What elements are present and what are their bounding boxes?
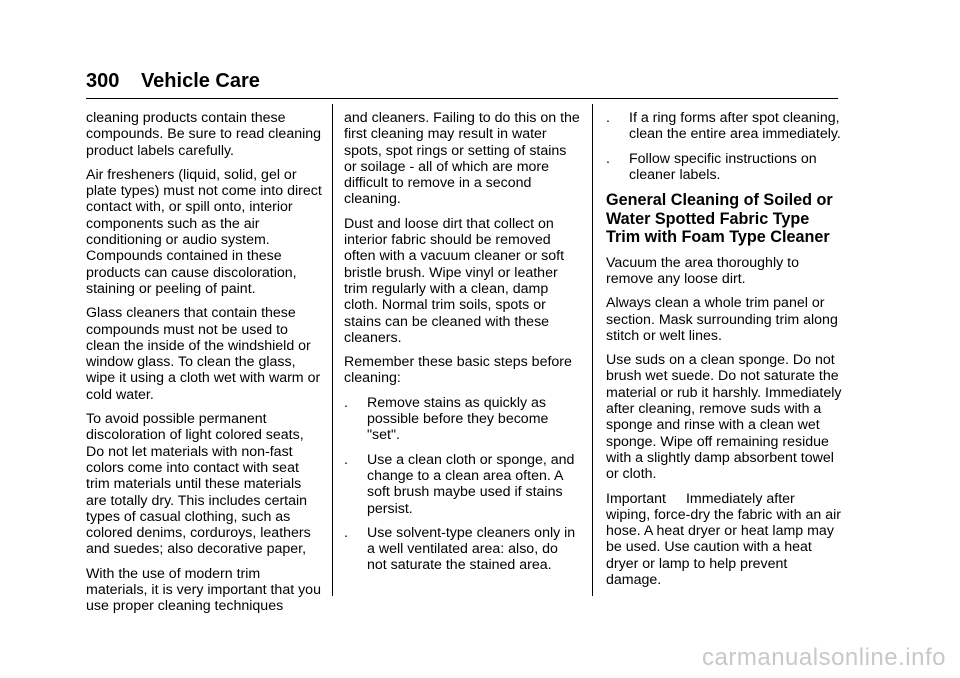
- paragraph: Dust and loose dirt that collect on interior fabric should be removed often with a vacuum cleaner or soft bristle brush. Wipe vinyl or leather trim regularly with a clean, damp cloth. Normal trim soils, spots or stains can be cleaned with these cleaners.: [344, 215, 565, 346]
- bullet-text: Use solvent-type cleaners only in a well ventilated area: also, do not saturate the stained area.: [367, 524, 576, 574]
- bullet-item: [606, 110, 842, 143]
- bullet-marker: .: [606, 110, 610, 126]
- watermark: carmanualsonline.info: [702, 644, 946, 671]
- important-text: Immediately after wiping, force-dry the fabric with an air hose. A heat dryer or heat lamp may be used. Use caution with a heat dryer or lamp to help prevent damage.: [606, 490, 841, 589]
- paragraph: To avoid possible permanent discoloration of light colored seats, Do not let materials with non-fast colors come into contact with seat trim materials until these materials are totally dry. This includes certain types of casual clothing, such as colored denims, corduroys, leathers and suedes; also decorative paper,: [86, 411, 311, 558]
- column-right: [606, 110, 842, 596]
- bullet-item: [606, 151, 842, 184]
- bullet-text: If a ring forms after spot cleaning, clean the entire area immediately.: [629, 110, 841, 143]
- important-label: Important: [606, 490, 666, 507]
- bullet-item: [344, 395, 580, 444]
- page-header: [86, 70, 260, 93]
- bullet-item: [344, 525, 580, 574]
- column-middle: [344, 110, 580, 582]
- column-divider: [332, 104, 333, 596]
- bullet-marker: .: [344, 394, 348, 411]
- paragraph: Vacuum the area thoroughly to remove any loose dirt.: [606, 254, 799, 287]
- column-divider: [592, 104, 593, 596]
- column-left: [86, 110, 322, 623]
- bullet-marker: .: [344, 451, 348, 468]
- paragraph: With the use of modern trim materials, it is very important that you use proper cleaning techniques: [86, 565, 321, 615]
- paragraph: Glass cleaners that contain these compounds must not be used to clean the inside of the windshield or window glass. To clean the glass, wipe it using a cloth wet with warm or cold water.: [86, 305, 321, 403]
- bullet-marker: .: [344, 524, 348, 541]
- bullet-text: Use a clean cloth or sponge, and change to a clean area often. A soft brush maybe used if stains persist.: [367, 451, 575, 517]
- section-title: Vehicle Care: [140, 70, 260, 92]
- important-note: [606, 491, 842, 589]
- section-heading: General Cleaning of Soiled or Water Spotted Fabric Type Trim with Foam Type Cleaner: [606, 191, 833, 247]
- bullet-text: Follow specific instructions on cleaner labels.: [629, 150, 817, 183]
- paragraph: Remember these basic steps before cleaning:: [344, 354, 572, 387]
- paragraph: and cleaners. Failing to do this on the first cleaning may result in water spots, spot rings or setting of stains or soilage - all of which are more difficult to remove in a second cleaning.: [344, 110, 580, 208]
- page-number: 300: [86, 70, 120, 92]
- paragraph: Always clean a whole trim panel or section. Mask surrounding trim along stitch or welt lines.: [606, 295, 838, 344]
- paragraph: Use suds on a clean sponge. Do not brush wet suede. Do not saturate the material or rub it harshly. Immediately after cleaning, remove suds with a sponge and rinse with a clean wet sponge. Wipe off remaining residue with a slightly damp absorbent towel or cloth.: [606, 352, 842, 483]
- header-rule: [86, 98, 838, 99]
- paragraph: Air fresheners (liquid, solid, gel or plate types) must not come into direct contact with, or spill onto, interior components such as the air conditioning or audio system. Compounds contained in these products can cause discoloration, staining or peeling of paint.: [86, 166, 322, 297]
- bullet-item: [344, 452, 580, 517]
- paragraph: cleaning products contain these compounds. Be sure to read cleaning product labels carefully.: [86, 110, 322, 159]
- bullet-marker: .: [606, 150, 610, 167]
- bullet-text: Remove stains as quickly as possible before they become "set".: [367, 394, 549, 444]
